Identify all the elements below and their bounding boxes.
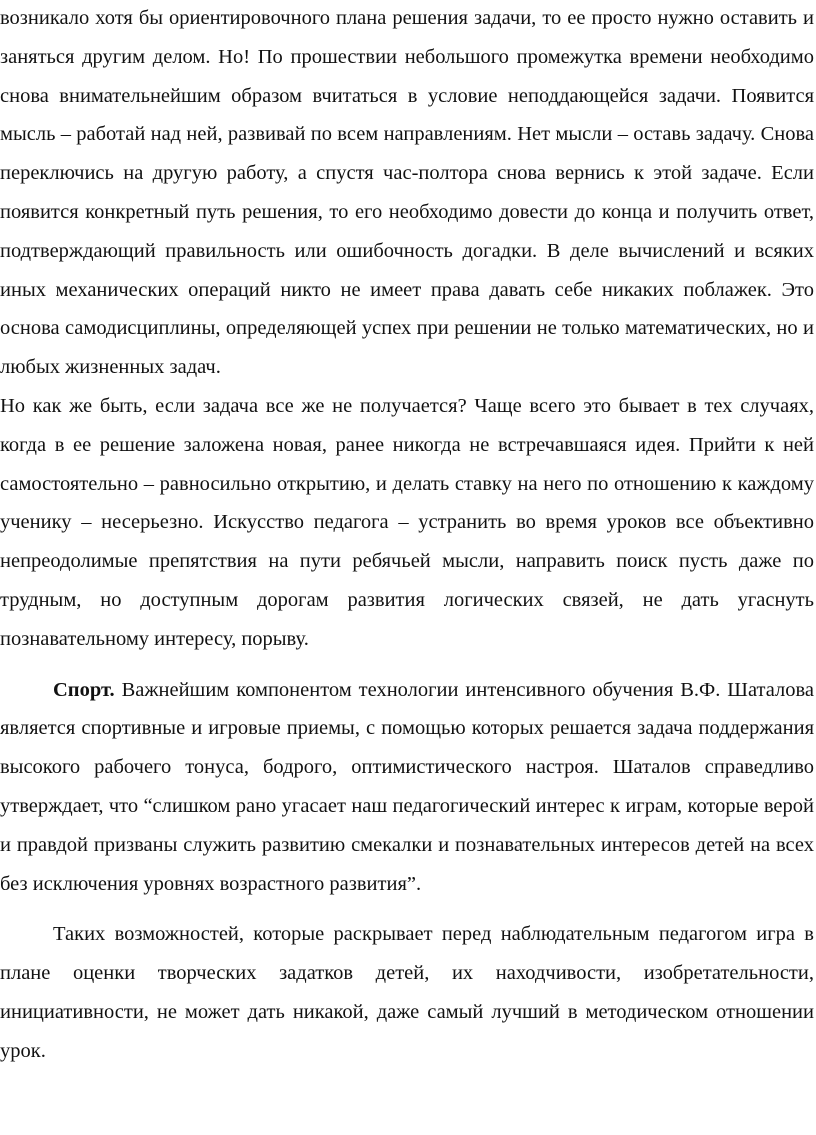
paragraph-3	[0, 671, 814, 904]
paragraph-1: возникало хотя бы ориентировочного плана решения задачи, то ее просто нужно оставить и заняться другим делом. Но! По прошествии небольшого промежутка времени необходимо снова внимательнейшим образом вчитаться в условие неподдающейся задачи. Появится мысль – работай над ней, развивай по всем направлениям. Нет мысли – оставь задачу. Снова переключись на другую работу, а спустя час-полтора снова вернись к этой задаче. Если появится конкретный путь решения, то его необходимо довести до конца и получить ответ, подтверждающий правильность или ошибочность догадки. В деле вычислений и всяких иных механических операций никто не имеет права давать себе никаких поблажек. Это основа самодисциплины, определяющей успех при решении не только математических, но и любых жизненных задач.	[0, 7, 814, 379]
section-heading-sport: Спорт.	[53, 678, 115, 701]
paragraph-3-body: Важнейшим компонентом технологии интенсивного обучения В.Ф. Шаталова является спортивные и игровые приемы, с помощью которых решается задача поддержания высокого рабочего тонуса, бодрого, оптимистического настроя. Шаталов справедливо утверждает, что “слишком рано угасает наш педагогический интерес к играм, которые верой и правдой призваны служить развитию смекалки и познавательных интересов детей на всех без исключения уровнях возрастного развития”.	[0, 678, 814, 895]
paragraph-4: Таких возможностей, которые раскрывает перед наблюдательным педагогом игра в плане оценки творческих задатков детей, их находчивости, изобретательности, инициативности, не может дать никакой, даже самый лучший в методическом отношении урок.	[0, 923, 814, 1062]
paragraph-2: Но как же быть, если задача все же не получается? Чаще всего это бывает в тех случаях, когда в ее решение заложена новая, ранее никогда не встречавшаяся идея. Прийти к ней самостоятельно – равносильно открытию, и делать ставку на него по отношению к каждому ученику – несерьезно. Искусство педагога – устранить во время уроков все объективно непреодолимые препятствия на пути ребячьей мысли, направить поиск пусть даже по трудным, но доступным дорогам развития логических связей, не дать угаснуть познавательному интересу, порыву.	[0, 394, 814, 650]
